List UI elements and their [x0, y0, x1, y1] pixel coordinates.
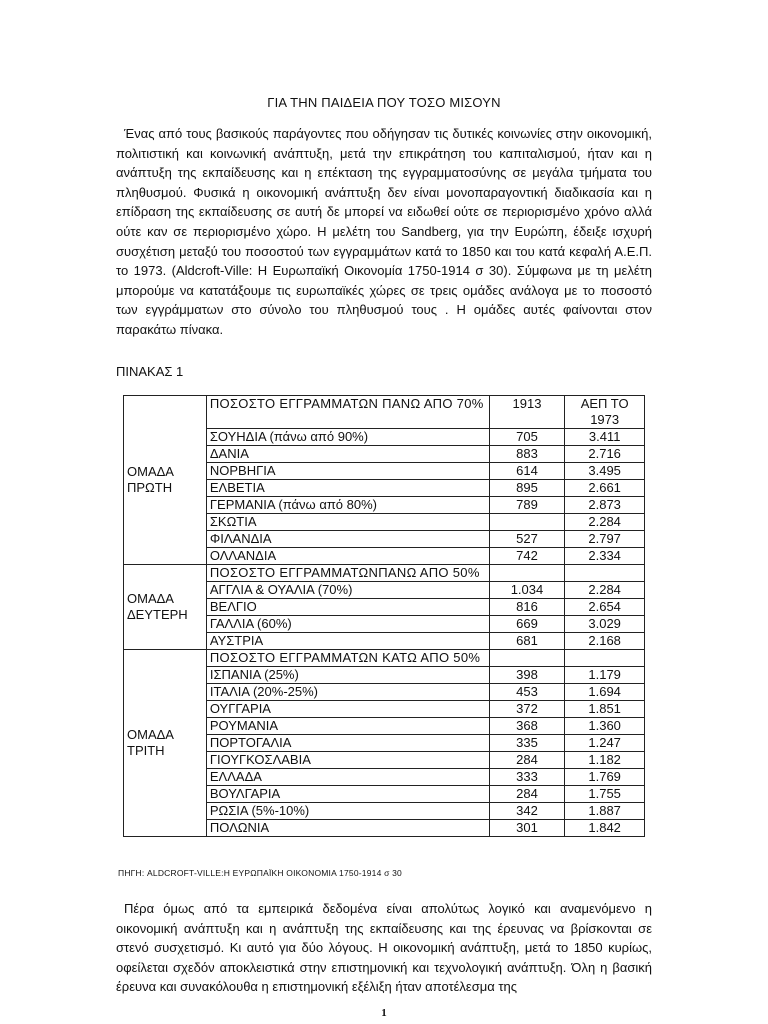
gdp-1973-cell: 1.247 — [565, 735, 645, 752]
value-1913-cell: 816 — [489, 599, 565, 616]
gdp-1973-cell: 2.168 — [565, 633, 645, 650]
gdp-1973-cell: 1.842 — [565, 820, 645, 837]
gdp-1973-cell: 2.654 — [565, 599, 645, 616]
country-cell: ΙΣΠΑΝΙΑ (25%) — [206, 667, 489, 684]
country-cell: ΒΕΛΓΙΟ — [206, 599, 489, 616]
column-header-gdp: ΑΕΠ ΤΟ 1973 — [565, 396, 645, 429]
country-cell: ΣΟΥΗΔΙΑ (πάνω από 90%) — [206, 429, 489, 446]
group-name-cell: ΟΜΑΔΑ ΔΕΥΤΕΡΗ — [124, 565, 207, 650]
value-1913-cell: 372 — [489, 701, 565, 718]
value-1913-cell — [489, 514, 565, 531]
gdp-1973-cell: 2.797 — [565, 531, 645, 548]
column-header-gdp — [565, 650, 645, 667]
value-1913-cell: 705 — [489, 429, 565, 446]
gdp-1973-cell: 2.284 — [565, 514, 645, 531]
gdp-1973-cell: 1.769 — [565, 769, 645, 786]
value-1913-cell: 669 — [489, 616, 565, 633]
value-1913-cell: 284 — [489, 752, 565, 769]
country-cell: ΣΚΩΤΙΑ — [206, 514, 489, 531]
value-1913-cell: 614 — [489, 463, 565, 480]
value-1913-cell: 335 — [489, 735, 565, 752]
country-cell: ΡΩΣΙΑ (5%-10%) — [206, 803, 489, 820]
value-1913-cell: 1.034 — [489, 582, 565, 599]
document-title: ΓΙΑ ΤΗΝ ΠΑΙΔΕΙΑ ΠΟΥ ΤΟΣΟ ΜΙΣΟΥΝ — [267, 95, 501, 110]
intro-paragraph: Ένας από τους βασικούς παράγοντες που οδήγησαν τις δυτικές κοινωνίες στην οικονομική, πολιτιστική και κοινωνική ανάπτυξη, μετά την επικράτηση του καπιταλισμού, ήταν και η ανάπτυξη της εκπαίδευσης και η επέκταση της εγγραμματοσύνης σε μεγάλα τμήματα του πληθυσμού. Φυσικά η οικονομική ανάπτυξη δεν είναι μονοπαραγοντική διαδικασία και η επίδραση της εκπαίδευσης σε αυτή δε μπορεί να ειδωθεί ούτε σε περιορισμένο χρόνο αλλά ούτε καν σε περιορισμένο χώρο. Η μελέτη του Sandberg, για την Ευρώπη, έδειξε ισχυρή συσχέτιση μεταξύ του ποσοστού των εγγραμμάτων κατά το 1850 και του κατά κεφαλή Α.Ε.Π. το 1973. (Aldcroft-Ville: Η Ευρωπαϊκή Οικονομία 1750-1914 σ 30). Σύμφωνα με τη μελέτη μπορούμε να κατατάξουμε τις ευρωπαϊκές χώρες σε τρεις ομάδες ανάλογα με το ποσοστό των εγγράμματων στο σύνολο του πληθυσμού τους . Η ομάδες αυτές φαίνονται στον παρακάτω πίνακα. — [116, 126, 652, 337]
page-number: 1 — [381, 1007, 387, 1019]
gdp-1973-cell: 3.411 — [565, 429, 645, 446]
column-header-1913: 1913 — [489, 396, 565, 429]
country-cell: ΓΕΡΜΑΝΙΑ (πάνω από 80%) — [206, 497, 489, 514]
country-cell: ΟΥΓΓΑΡΙΑ — [206, 701, 489, 718]
literacy-gdp-table — [123, 395, 645, 837]
country-cell: ΑΓΓΛΙΑ & ΟΥΑΛΙΑ (70%) — [206, 582, 489, 599]
value-1913-cell: 742 — [489, 548, 565, 565]
table-label: ΠΙΝΑΚΑΣ 1 — [116, 364, 184, 379]
gdp-1973-cell: 2.334 — [565, 548, 645, 565]
group-name-cell: ΟΜΑΔΑ ΠΡΩΤΗ — [124, 396, 207, 565]
value-1913-cell: 284 — [489, 786, 565, 803]
gdp-1973-cell: 2.284 — [565, 582, 645, 599]
country-cell: ΓΙΟΥΓΚΟΣΛΑΒΙΑ — [206, 752, 489, 769]
group-name-cell: ΟΜΑΔΑ ΤΡΙΤΗ — [124, 650, 207, 837]
group-criterion-cell: ΠΟΣΟΣΤΟ ΕΓΓΡΑΜΜΑΤΩΝΠΑΝΩ ΑΠΟ 50% — [206, 565, 489, 582]
value-1913-cell: 789 — [489, 497, 565, 514]
table-group-header-row — [124, 396, 645, 429]
country-cell: ΠΟΛΩΝΙΑ — [206, 820, 489, 837]
value-1913-cell: 342 — [489, 803, 565, 820]
value-1913-cell: 453 — [489, 684, 565, 701]
country-cell: ΓΑΛΛΙΑ (60%) — [206, 616, 489, 633]
gdp-1973-cell: 1.755 — [565, 786, 645, 803]
gdp-1973-cell: 1.182 — [565, 752, 645, 769]
country-cell: ΕΛΛΑΔΑ — [206, 769, 489, 786]
value-1913-cell: 895 — [489, 480, 565, 497]
gdp-1973-cell: 1.179 — [565, 667, 645, 684]
country-cell: ΒΟΥΛΓΑΡΙΑ — [206, 786, 489, 803]
gdp-1973-cell: 1.851 — [565, 701, 645, 718]
group-criterion-cell: ΠΟΣΟΣΤΟ ΕΓΓΡΑΜΜΑΤΩΝ ΠΑΝΩ ΑΠΟ 70% — [206, 396, 489, 429]
gdp-1973-cell: 2.873 — [565, 497, 645, 514]
value-1913-cell: 368 — [489, 718, 565, 735]
table-group-header-row — [124, 650, 645, 667]
value-1913-cell: 301 — [489, 820, 565, 837]
country-cell: ΦΙΛΑΝΔΙΑ — [206, 531, 489, 548]
country-cell: ΕΛΒΕΤΙΑ — [206, 480, 489, 497]
gdp-1973-cell: 1.694 — [565, 684, 645, 701]
country-cell: ΑΥΣΤΡΙΑ — [206, 633, 489, 650]
value-1913-cell: 681 — [489, 633, 565, 650]
value-1913-cell: 527 — [489, 531, 565, 548]
column-header-gdp — [565, 565, 645, 582]
column-header-1913 — [489, 650, 565, 667]
country-cell: ΠΟΡΤΟΓΑΛΙΑ — [206, 735, 489, 752]
value-1913-cell: 398 — [489, 667, 565, 684]
country-cell: ΔΑΝΙΑ — [206, 446, 489, 463]
gdp-1973-cell: 1.887 — [565, 803, 645, 820]
value-1913-cell: 883 — [489, 446, 565, 463]
group-criterion-cell: ΠΟΣΟΣΤΟ ΕΓΓΡΑΜΜΑΤΩΝ ΚΑΤΩ ΑΠΟ 50% — [206, 650, 489, 667]
gdp-1973-cell: 2.661 — [565, 480, 645, 497]
country-cell: ΟΛΛΑΝΔΙΑ — [206, 548, 489, 565]
value-1913-cell: 333 — [489, 769, 565, 786]
country-cell: ΝΟΡΒΗΓΙΑ — [206, 463, 489, 480]
country-cell: ΙΤΑΛΙΑ (20%-25%) — [206, 684, 489, 701]
country-cell: ΡΟΥΜΑΝΙΑ — [206, 718, 489, 735]
table-source-note: ΠΗΓΗ: ALDCROFT-VILLE:Η ΕΥΡΩΠΑΪΚΗ ΟΙΚΟΝΟΜΙΑ 1750-1914 σ 30 — [118, 868, 402, 878]
second-paragraph: Πέρα όμως από τα εμπειρικά δεδομένα είναι απολύτως λογικό και αναμενόμενο η οικονομική ανάπτυξη και η ανάπτυξη της εκπαίδευσης και της έρευνας να βρίσκονται σε στενό συσχετισμό. Κι αυτό για δύο λόγους. Η οικονομική ανάπτυξη, μετά το 1850 κυρίως, οφείλεται σχεδόν αποκλειστικά στην επιστημονική και τεχνολογική ανάπτυξη. Όλη η βασική έρευνα και συνακόλουθα η επιστημονική εξέλιξη ήταν αποτέλεσμα της — [116, 901, 652, 995]
gdp-1973-cell: 3.495 — [565, 463, 645, 480]
gdp-1973-cell: 1.360 — [565, 718, 645, 735]
column-header-1913 — [489, 565, 565, 582]
table-group-header-row — [124, 565, 645, 582]
gdp-1973-cell: 3.029 — [565, 616, 645, 633]
gdp-1973-cell: 2.716 — [565, 446, 645, 463]
